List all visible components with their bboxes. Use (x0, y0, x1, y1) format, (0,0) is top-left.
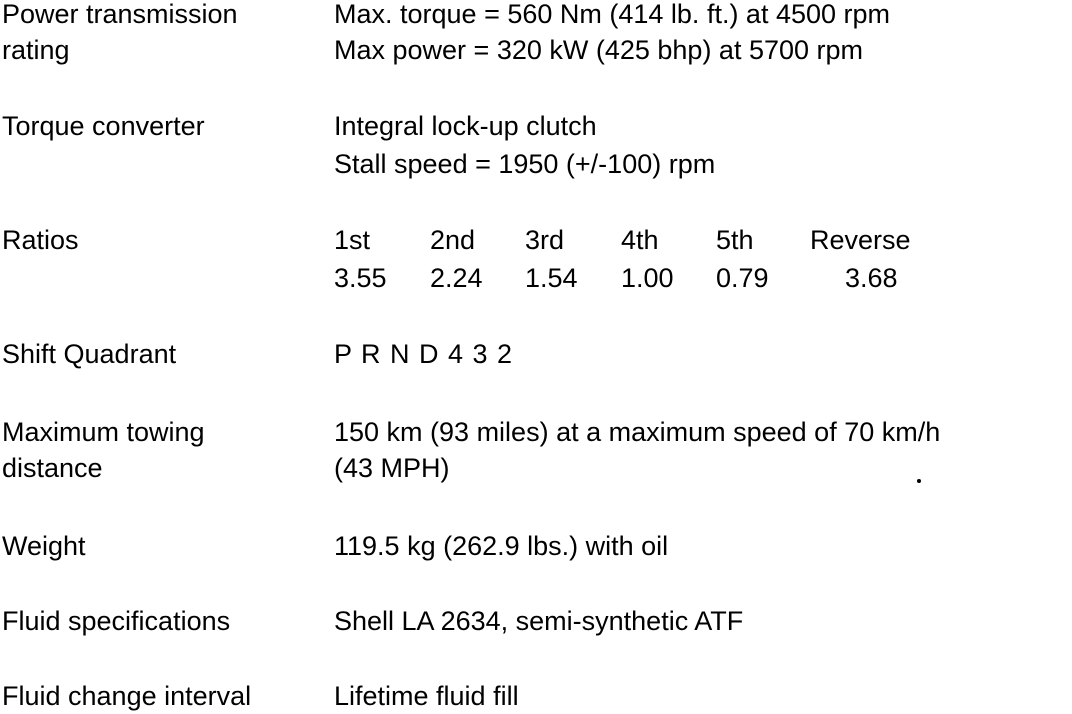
ratio-value-4th: 1.00 (621, 263, 674, 293)
fluid-specifications-label: Fluid specifications (2, 606, 231, 636)
gear-label-4th: 4th (621, 225, 659, 255)
ratio-value-reverse: 3.68 (845, 263, 898, 293)
weight-value: 119.5 kg (262.9 lbs.) with oil (334, 531, 669, 561)
towing-speed-mph-value: (43 MPH) (334, 453, 450, 483)
gear-label-2nd: 2nd (430, 225, 476, 255)
ratio-value-3rd: 1.54 (525, 263, 578, 293)
gear-label-5th: 5th (716, 225, 754, 255)
gear-label-1st: 1st (334, 225, 371, 255)
lockup-clutch-value: Integral lock-up clutch (334, 111, 597, 141)
towing-distance-label-line1: Maximum towing (2, 417, 205, 447)
ratio-value-2nd: 2.24 (430, 263, 483, 293)
torque-converter-label: Torque converter (2, 111, 205, 141)
max-power-value: Max power = 320 kW (425 bhp) at 5700 rpm (334, 35, 864, 65)
gear-label-3rd: 3rd (525, 225, 565, 255)
fluid-specifications-value: Shell LA 2634, semi-synthetic ATF (334, 606, 744, 636)
ratio-value-5th: 0.79 (716, 263, 769, 293)
towing-distance-label-line2: distance (2, 453, 103, 483)
stall-speed-value: Stall speed = 1950 (+/-100) rpm (334, 149, 716, 179)
ratios-label: Ratios (2, 225, 79, 255)
power-transmission-label-line1: Power transmission (2, 0, 238, 29)
fluid-change-interval-label: Fluid change interval (2, 681, 252, 711)
ratio-value-1st: 3.55 (334, 263, 387, 293)
power-transmission-label-line2: rating (2, 35, 70, 65)
weight-label: Weight (2, 531, 86, 561)
towing-distance-value: 150 km (93 miles) at a maximum speed of 70 km/h (334, 417, 941, 447)
stray-dot-mark (917, 479, 921, 483)
shift-quadrant-label: Shift Quadrant (2, 339, 177, 369)
max-torque-value: Max. torque = 560 Nm (414 lb. ft.) at 4500 rpm (334, 0, 891, 29)
fluid-change-interval-value: Lifetime fluid fill (334, 681, 519, 711)
shift-quadrant-value: P R N D 4 3 2 (334, 339, 513, 369)
gear-label-reverse: Reverse (810, 225, 911, 255)
